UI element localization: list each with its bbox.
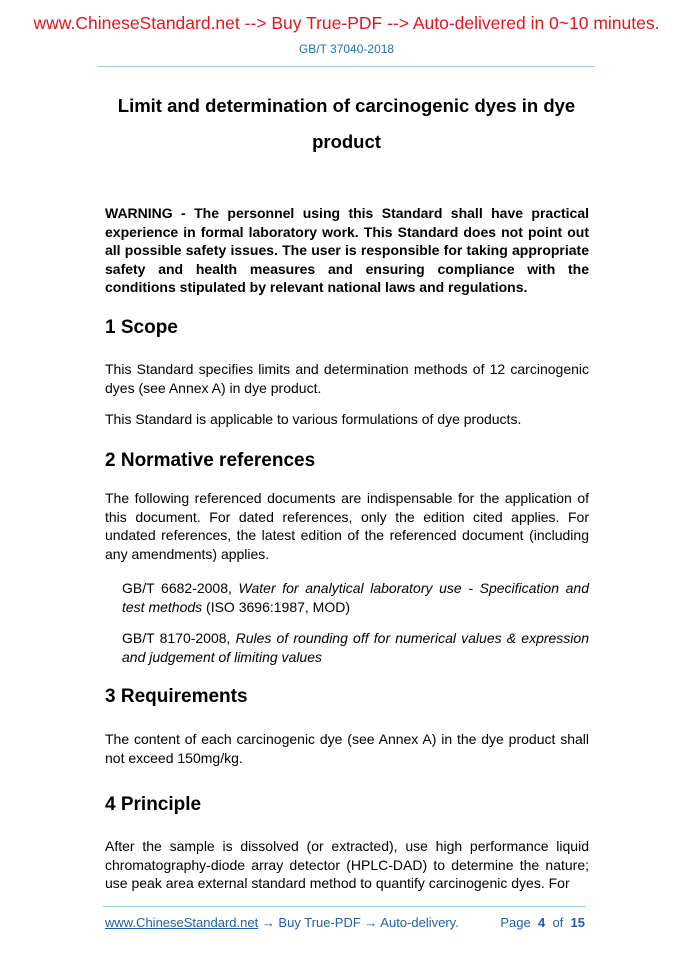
ref-code: GB/T 6682-2008, bbox=[122, 580, 239, 596]
scope-para-2: This Standard is applicable to various formulations of dye products. bbox=[105, 411, 522, 427]
principle-para-1: After the sample is dissolved (or extracted), use high performance liquid chromatography-diode array detector (HPLC-DAD) to determine the nature; use peak area external standard method to quantify carcinogenic dyes. For bbox=[105, 838, 589, 891]
normative-para-1: The following referenced documents are indispensable for the application of this document. For dated references, only the edition cited applies. For undated references, the latest edition of the referenced document (including any amendments) applies. bbox=[105, 490, 589, 562]
standard-code: GB/T 37040-2018 bbox=[298, 42, 395, 56]
section-heading-requirements: 3 Requirements bbox=[105, 686, 248, 707]
header-divider bbox=[98, 66, 595, 67]
current-page: 4 bbox=[537, 915, 546, 930]
section-heading-scope: 1 Scope bbox=[105, 317, 178, 338]
ref-note: (ISO 3696:1987, MOD) bbox=[202, 598, 350, 615]
requirements-para-1: The content of each carcinogenic dye (see Annex A) in the dye product shall not exceed 150mg/kg. bbox=[105, 731, 589, 766]
page-number bbox=[500, 915, 585, 930]
ref-code: GB/T 8170-2008, bbox=[122, 630, 236, 646]
ref-title: Rules of rounding off for numerical values & expression and judgement of limiting values bbox=[122, 630, 589, 665]
section-heading-normative: 2 Normative references bbox=[105, 450, 316, 471]
title-line-1: Limit and determination of carcinogenic dyes in dye bbox=[117, 95, 576, 116]
total-pages: 15 bbox=[570, 915, 585, 930]
title-line-2: product bbox=[312, 131, 381, 152]
footer-link[interactable]: www.ChineseStandard.net bbox=[105, 915, 259, 930]
reference-item bbox=[122, 629, 589, 666]
promo-banner: www.ChineseStandard.net --> Buy True-PDF --> Auto-delivered in 0~10 minutes. bbox=[33, 13, 660, 33]
document-title bbox=[105, 88, 588, 160]
warning-text: WARNING - The personnel using this Standard shall have practical experience in formal laboratory work. This Standard does not point out all possible safety issues. The user is responsible for taking appropriate safety and health measures and ensuring compliance with the conditions stipulated by relevant national laws and regulations. bbox=[105, 205, 589, 295]
footer-divider bbox=[103, 906, 586, 907]
page-label: Page bbox=[500, 915, 531, 930]
section-heading-principle: 4 Principle bbox=[105, 794, 202, 815]
scope-para-1: This Standard specifies limits and determination methods of 12 carcinogenic dyes (see Annex A) in dye product. bbox=[105, 361, 589, 396]
reference-item bbox=[122, 579, 589, 616]
footer-text: → Buy True-PDF → Auto-delivery. bbox=[258, 915, 459, 930]
ref-title: Water for analytical laboratory use - Specification and test methods bbox=[122, 580, 589, 615]
footer bbox=[105, 915, 585, 930]
of-label: of bbox=[552, 915, 564, 930]
